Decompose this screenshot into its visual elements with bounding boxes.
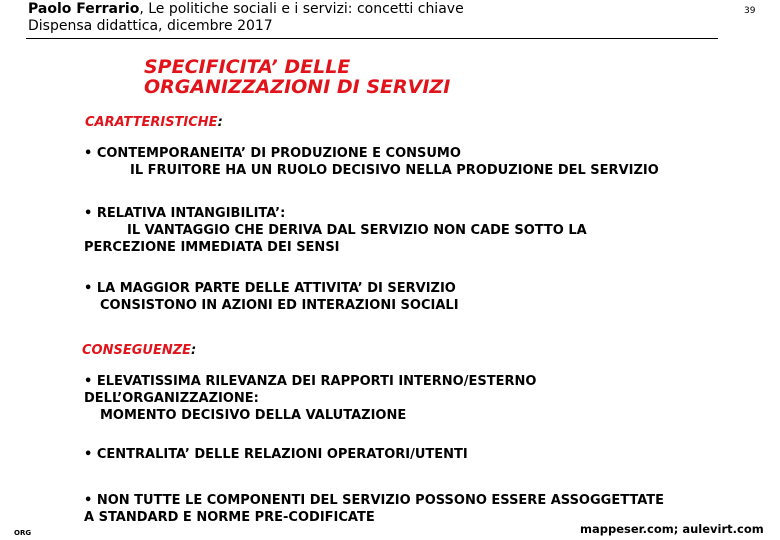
bullet-line: • NON TUTTE LE COMPONENTI DEL SERVIZIO POSSONO ESSERE ASSOGGETTATE (84, 493, 665, 508)
bullet-line: • CENTRALITA’ DELLE RELAZIONI OPERATORI/UTENTI (84, 447, 468, 462)
bullet-line: MOMENTO DECISIVO DELLA VALUTAZIONE (100, 408, 407, 423)
section-heading-characteristics (85, 115, 223, 130)
header-title (28, 1, 464, 18)
slide-title-line2: ORGANIZZAZIONI DI SERVIZI (144, 76, 451, 98)
section-colon: : (217, 115, 223, 130)
bullet-line: IL VANTAGGIO CHE DERIVA DAL SERVIZIO NON CADE SOTTO LA (127, 223, 587, 238)
bullet-line: • CONTEMPORANEITA’ DI PRODUZIONE E CONSUMO (84, 146, 461, 161)
page-number: 39 (744, 6, 756, 16)
bullet-item-contemporaneita (84, 145, 659, 179)
bullet-item-centralita (84, 446, 468, 463)
bullet-line: • RELATIVA INTANGIBILITA’: (84, 206, 286, 221)
bullet-line: CONSISTONO IN AZIONI ED INTERAZIONI SOCIALI (100, 298, 459, 313)
bullet-line: IL FRUITORE HA UN RUOLO DECISIVO NELLA PRODUZIONE DEL SERVIZIO (130, 163, 659, 178)
bullet-item-rilevanza (84, 373, 536, 424)
slide-title-line1: SPECIFICITA’ DELLE (144, 56, 351, 78)
bullet-item-intangibilita (84, 205, 587, 256)
bullet-line: • ELEVATISSIMA RILEVANZA DEI RAPPORTI INTERNO/ESTERNO (84, 374, 537, 389)
bullet-line: DELL’ORGANIZZAZIONE: (84, 391, 259, 406)
footer-tag: ORG (14, 529, 32, 537)
section-label: CONSEGUENZE (82, 343, 192, 358)
bullet-line: • LA MAGGIOR PARTE DELLE ATTIVITA’ DI SERVIZIO (84, 281, 456, 296)
section-label: CARATTERISTICHE (85, 115, 218, 130)
footer-site: mappeser.com; aulevirt.com (580, 522, 764, 536)
section-colon: : (191, 343, 197, 358)
header-divider (26, 38, 718, 39)
section-heading-consequences (82, 343, 196, 358)
author-name: Paolo Ferrario (28, 1, 140, 17)
bullet-line: A STANDARD E NORME PRE-CODIFICATE (84, 510, 375, 525)
slide-title (144, 57, 450, 97)
book-title: , Le politiche sociali e i servizi: concetti chiave (139, 1, 464, 17)
header-subtitle: Dispensa didattica, dicembre 2017 (28, 18, 273, 34)
bullet-item-standard (84, 492, 664, 526)
bullet-line: PERCEZIONE IMMEDIATA DEI SENSI (84, 240, 340, 255)
bullet-item-attivita (84, 280, 459, 314)
